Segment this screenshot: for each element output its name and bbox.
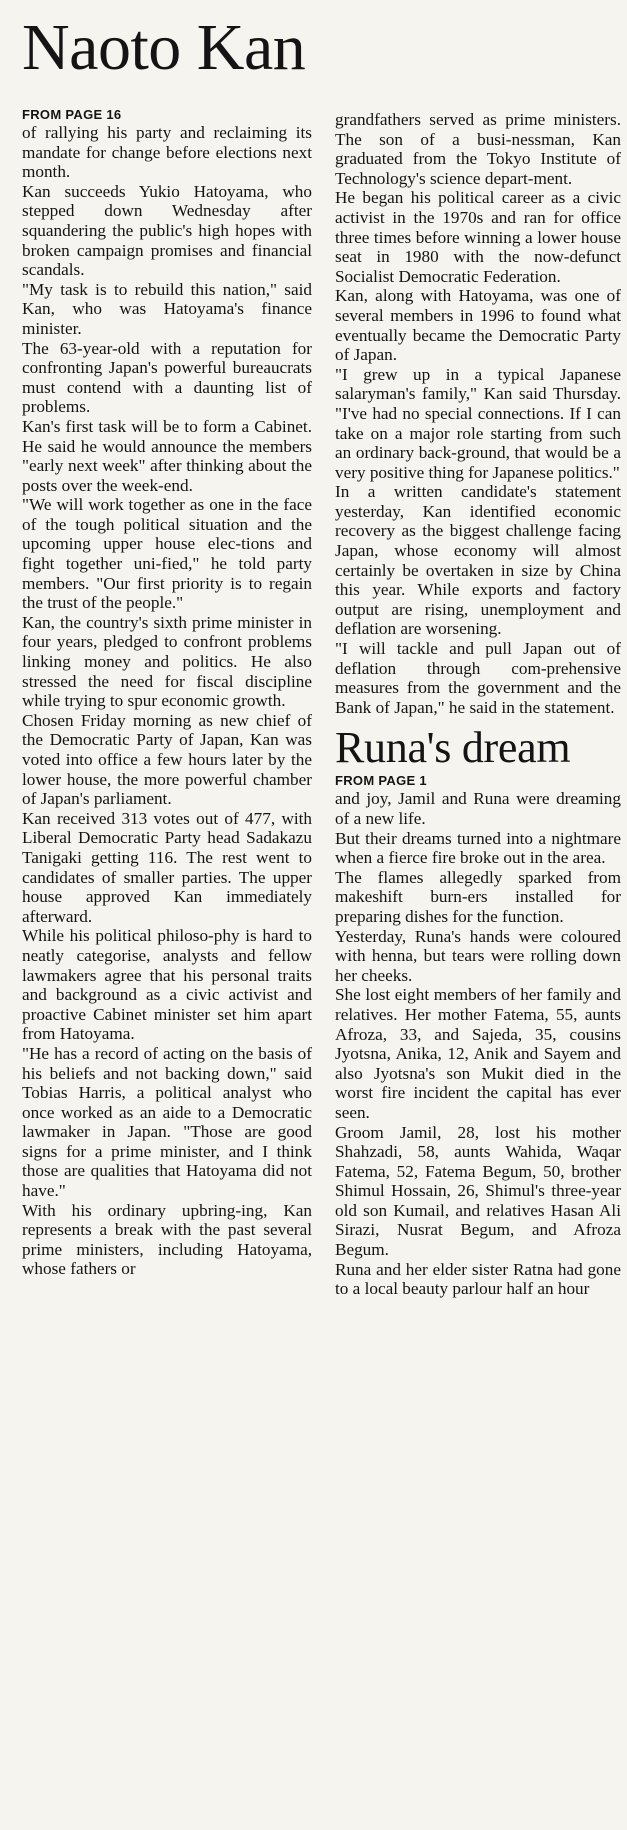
kan-paragraph: Kan succeeds Yukio Hatoyama, who stepped down Wednesday after squandering the public's high hopes with broken campaign promises and financial scandals. — [22, 181, 312, 280]
runa-paragraph: Groom Jamil, 28, lost his mother Shahzadi, 58, aunts Wahida, Waqar Fatema, 52, Fatema Begum, 50, brother Shimul Hossain, 26, Shimul's three-year old son Kumail, and relatives Hasan Ali Sirazi, Nusrat Begum, and Afroza Begum. — [335, 1122, 621, 1260]
column-right — [335, 110, 621, 1830]
kan-paragraph: Kan, the country's sixth prime minister in four years, pledged to confront problems linking money and politics. He also stressed the need for fiscal discipline while trying to spur economic growth. — [22, 612, 312, 711]
kan-paragraph: The 63-year-old with a reputation for confronting Japan's powerful bureaucrats must contend with a daunting list of problems. — [22, 338, 312, 417]
kan-paragraph: Kan, along with Hatoyama, was one of several members in 1996 to found what eventually became the Democratic Party of Japan. — [335, 286, 621, 365]
runa-paragraph: and joy, Jamil and Runa were dreaming of a new life. — [335, 789, 621, 828]
kan-paragraph: In a written candidate's statement yesterday, Kan identified economic recovery as the biggest challenge facing Japan, whose economy will almost certainly be overtaken in size by China this year. While exports and factory output are rising, unemployment and deflation are worsening. — [335, 482, 621, 639]
kan-paragraph: "We will work together as one in the face of the tough political situation and the upcoming upper house elec-tions and fight together uni-fied," he told party members. "Our first priority is to regain the trust of the people." — [22, 495, 312, 613]
kan-paragraph: "He has a record of acting on the basis of his beliefs and not backing down," said Tobias Harris, a political analyst who once worked as an aide to a Democratic lawmaker in Japan. "Those are good signs for a prime minister, and I think those are qualities that Hatoyama did not have." — [22, 1043, 312, 1201]
kan-paragraph: He began his political career as a civic activist in the 1970s and ran for office three times before winning a lower house seat in 1980 with the now-defunct Socialist Democratic Federation. — [335, 188, 621, 286]
kan-paragraph: "I grew up in a typical Japanese salaryman's family," Kan said Thursday. "I've had no special connections. If I can take on a major role starting from such an ordinary back-ground, that would be a very positive thing for Japanese politics." — [335, 364, 621, 482]
kan-paragraph: "I will tackle and pull Japan out of deflation through com-prehensive measures from the government and the Bank of Japan," he said in the statement. — [335, 639, 621, 717]
headline-naoto-kan: Naoto Kan — [22, 11, 306, 84]
headline-runas-dream: Runa's dream — [335, 723, 571, 773]
kan-paragraph: Chosen Friday morning as new chief of the Democratic Party of Japan, Kan was voted into office a few hours later by the lower house, the more powerful chamber of Japan's parliament. — [22, 710, 312, 809]
kan-paragraph: Kan's first task will be to form a Cabinet. He said he would announce the members "early next week" after thinking about the posts over the week-end. — [22, 416, 312, 495]
kan-paragraph: "My task is to rebuild this nation," said Kan, who was Hatoyama's finance minister. — [22, 279, 312, 338]
kicker-from-page-16: FROM PAGE 16 — [22, 107, 122, 122]
column-left — [22, 107, 312, 1830]
kicker-from-page-1: FROM PAGE 1 — [335, 773, 427, 789]
kan-paragraph: of rallying his party and reclaiming its mandate for change before elections next month. — [22, 123, 312, 182]
runa-paragraph: Yesterday, Runa's hands were coloured with henna, but tears were rolling down her cheeks. — [335, 926, 621, 985]
kan-paragraph: Kan received 313 votes out of 477, with Liberal Democratic Party head Sadakazu Tanigaki getting 116. The rest went to candidates of smaller parties. The upper house approved Kan immediately afterward. — [22, 808, 312, 926]
kan-paragraph: With his ordinary upbring-ing, Kan represents a break with the past several prime ministers, including Hatoyama, whose fathers or — [22, 1200, 312, 1279]
runa-paragraph: She lost eight members of her family and relatives. Her mother Fatema, 55, aunts Afroza, 33, and Sajeda, 35, cousins Jyotsna, Anika, 12, Anik and Sayem and also Jyotsna's son Mukit died in the worst fire incident the capital has ever seen. — [335, 985, 621, 1122]
runa-paragraph: Runa and her elder sister Ratna had gone to a local beauty parlour half an hour — [335, 1259, 621, 1299]
runa-paragraph: The flames allegedly sparked from makeshift burn-ers installed for preparing dishes for the function. — [335, 867, 621, 926]
runa-paragraph: But their dreams turned into a nightmare when a fierce fire broke out in the area. — [335, 828, 621, 868]
kan-paragraph: While his political philoso-phy is hard to neatly categorise, analysts and fellow lawmakers agree that his personal traits and background as a civic activist and proactive Cabinet minister set him apart from Hatoyama. — [22, 926, 312, 1044]
kan-paragraph: grandfathers served as prime ministers. The son of a busi-nessman, Kan graduated from the Tokyo Institute of Technology's science depart-ment. — [335, 110, 621, 188]
